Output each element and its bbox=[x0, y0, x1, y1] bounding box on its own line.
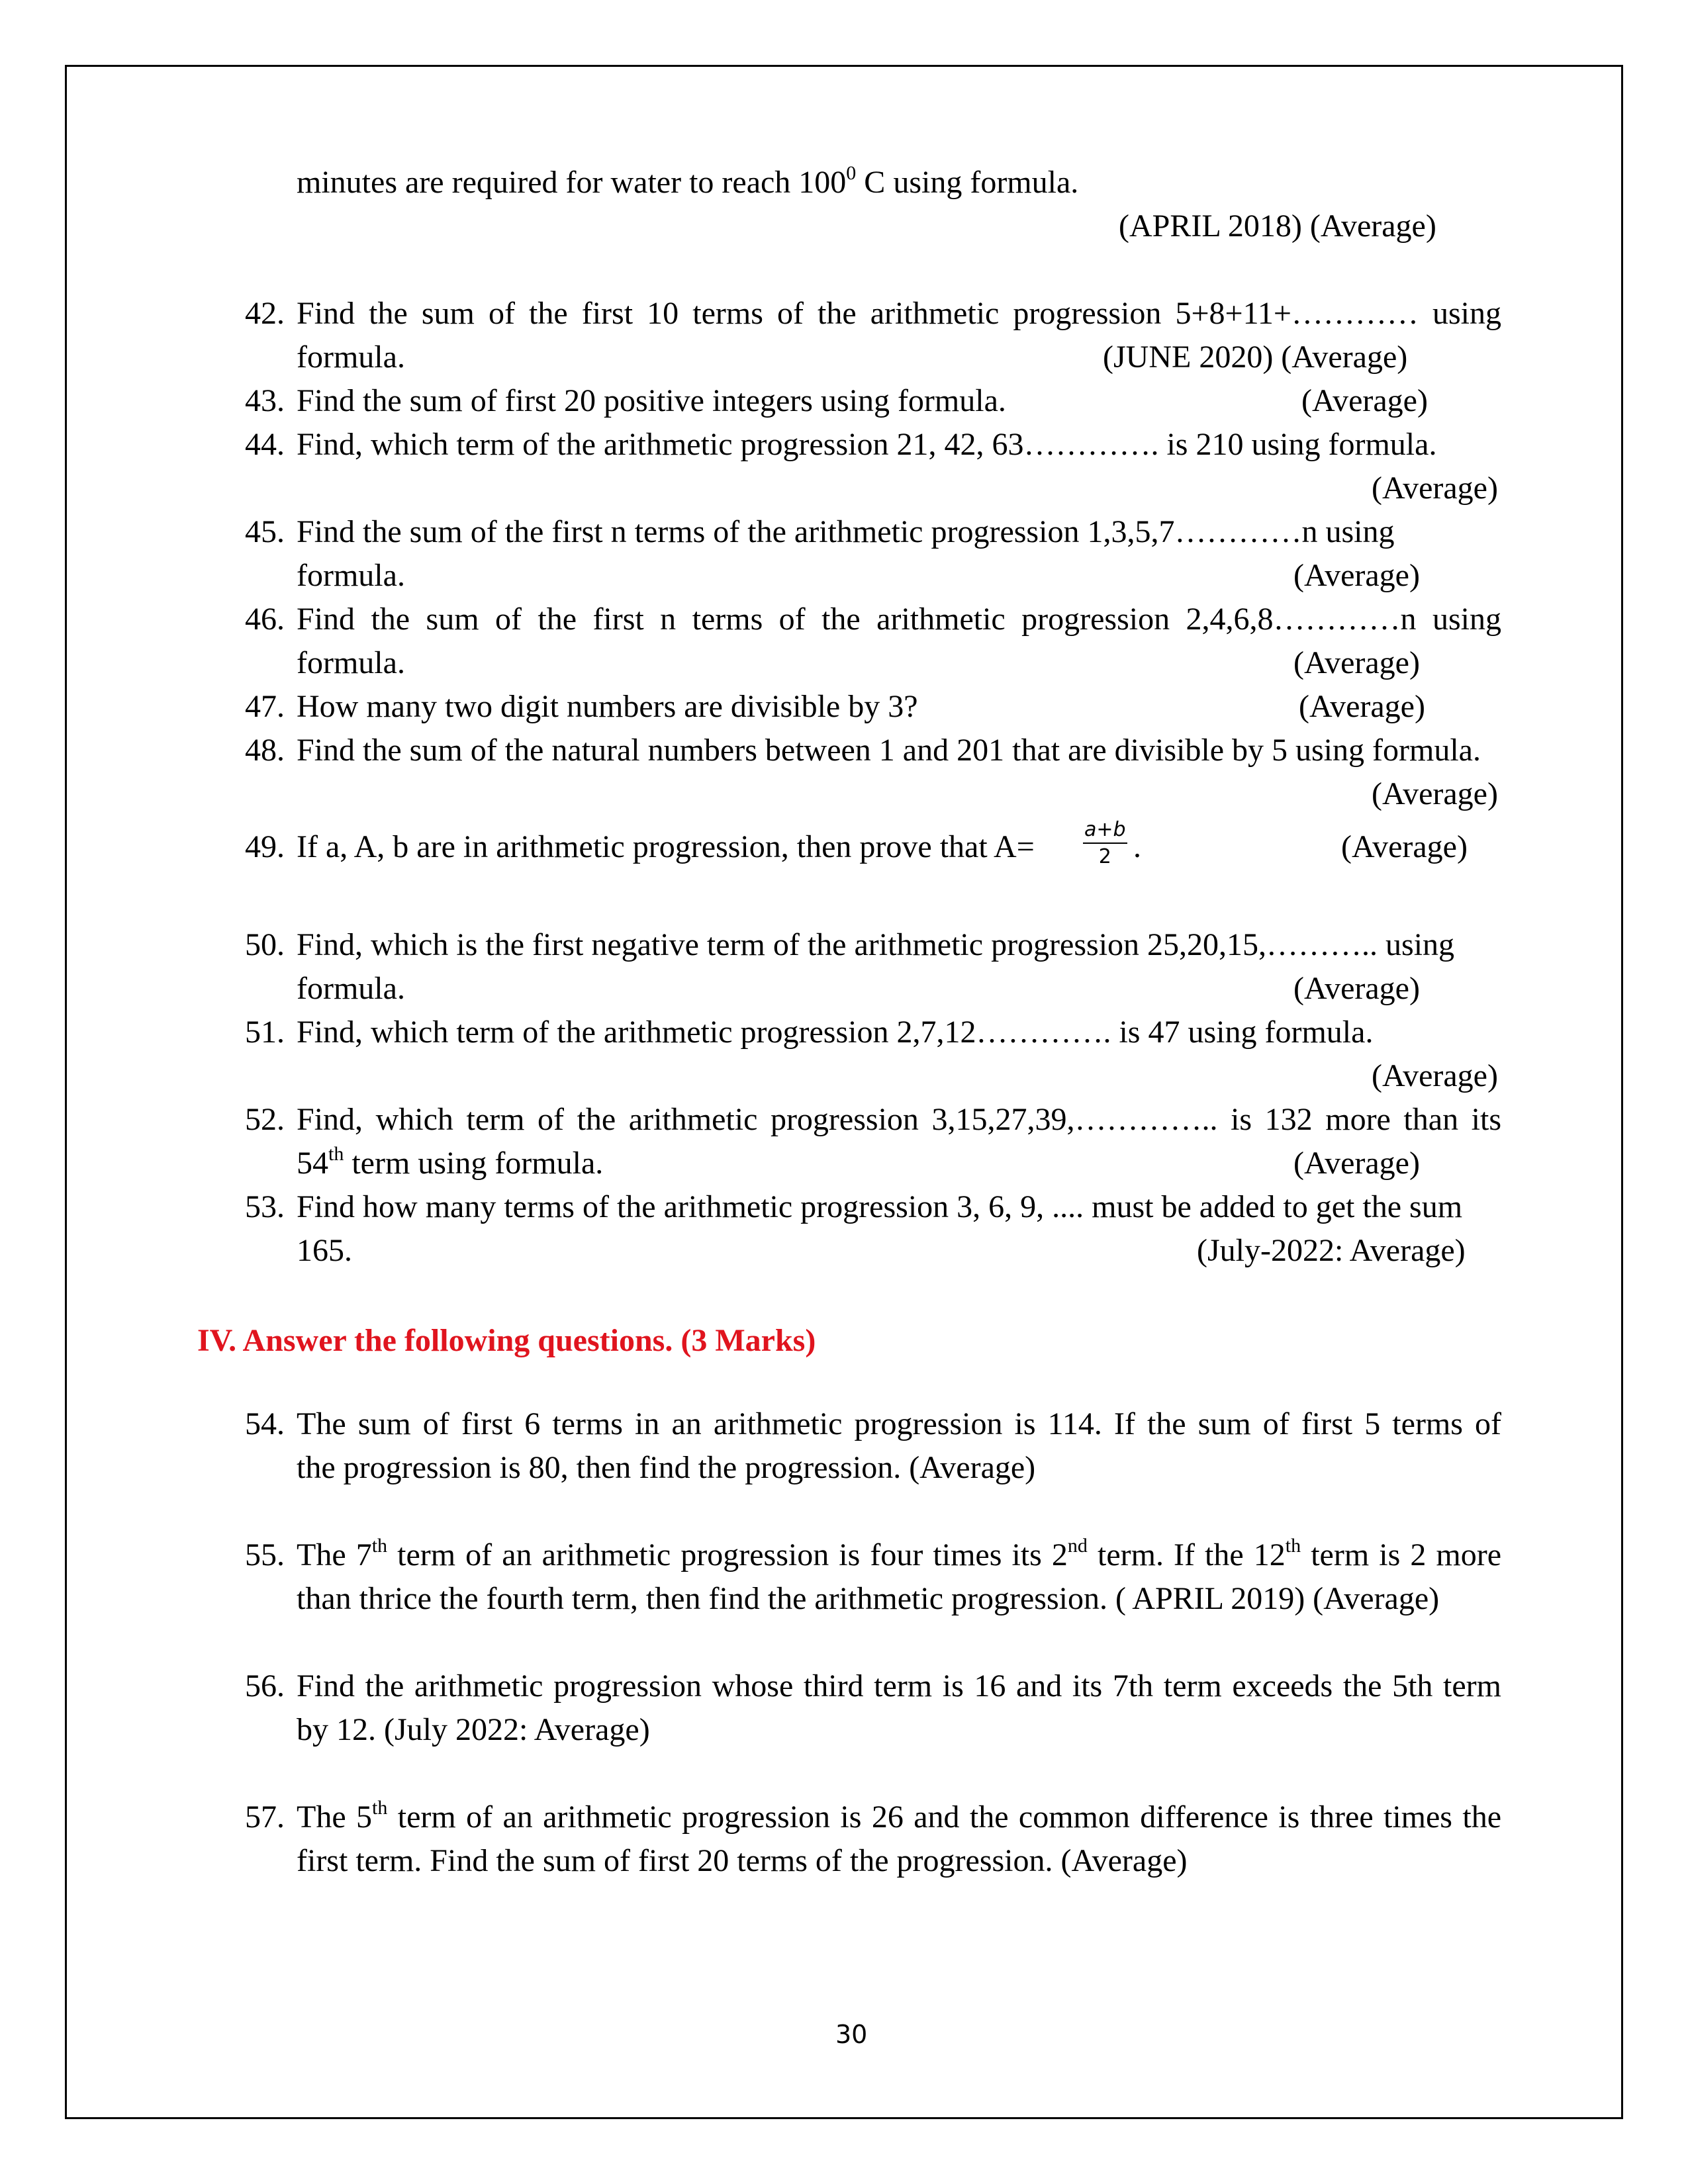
question-number: 54. bbox=[245, 1406, 285, 1441]
question-50-line1: Find, which is the first negative term of the arithmetic progression 25,20,15,……….. using bbox=[297, 927, 1455, 962]
continuation-tag: (APRIL 2018) (Average) bbox=[1119, 208, 1436, 244]
question-49-tag: (Average) bbox=[1341, 829, 1468, 864]
question-48-line1: Find the sum of the natural numbers between 1 and 201 that are divisible by 5 using formula. bbox=[297, 733, 1481, 768]
question-number: 45. bbox=[245, 514, 285, 549]
question-57-line1: The 5th term of an arithmetic progression is 26 and the common difference is three times the bbox=[297, 1797, 1502, 1835]
question-number: 51. bbox=[245, 1015, 285, 1050]
question-48-tag: (Average) bbox=[1372, 776, 1498, 811]
section-heading: IV. Answer the following questions. (3 Marks) bbox=[197, 1323, 816, 1358]
question-49-period: . bbox=[1133, 829, 1141, 864]
question-51-tag: (Average) bbox=[1372, 1058, 1498, 1093]
question-51-line1: Find, which term of the arithmetic progression 2,7,12…………. is 47 using formula. bbox=[297, 1015, 1374, 1050]
question-47-line1: How many two digit numbers are divisible by 3? bbox=[297, 689, 918, 724]
question-number: 46. bbox=[245, 602, 285, 637]
question-54-line2: the progression is 80, then find the progression. (Average) bbox=[297, 1450, 1036, 1485]
question-45-line2: formula. bbox=[297, 558, 405, 593]
question-43-line1: Find the sum of first 20 positive integers using formula. bbox=[297, 383, 1006, 418]
question-number: 44. bbox=[245, 427, 285, 462]
question-45-tag: (Average) bbox=[1293, 558, 1420, 593]
question-52-line2: 54th term using formula. bbox=[297, 1143, 604, 1181]
page-number: 30 bbox=[835, 2020, 868, 2049]
question-45-line1: Find the sum of the first n terms of the arithmetic progression 1,3,5,7…………n using bbox=[297, 514, 1395, 549]
question-46-tag: (Average) bbox=[1293, 645, 1420, 680]
question-42-tag: (JUNE 2020) (Average) bbox=[1103, 340, 1408, 375]
question-42-line1: Find the sum of the first 10 terms of the arithmetic progression 5+8+11+………… using bbox=[297, 296, 1501, 331]
question-44-tag: (Average) bbox=[1372, 471, 1498, 506]
question-number: 52. bbox=[245, 1102, 285, 1137]
continuation-line: minutes are required for water to reach $100^0$ C using formula. bbox=[297, 162, 1079, 200]
question-50-tag: (Average) bbox=[1293, 971, 1420, 1006]
question-number: 43. bbox=[245, 383, 285, 418]
question-44-line1: Find, which term of the arithmetic progression 21, 42, 63…………. is 210 using formula. bbox=[297, 427, 1437, 462]
question-46-line1: Find the sum of the first n terms of the arithmetic progression 2,4,6,8…………n using bbox=[297, 602, 1501, 637]
question-53-line2: 165. bbox=[297, 1233, 352, 1268]
question-number: 48. bbox=[245, 733, 285, 768]
question-52-line1: Find, which term of the arithmetic progression 3,15,27,39,………….. is 132 more than its bbox=[297, 1102, 1501, 1137]
question-53-tag: (July-2022: Average) bbox=[1197, 1233, 1466, 1268]
question-number: 42. bbox=[245, 296, 285, 331]
question-number: 55. bbox=[245, 1537, 285, 1572]
question-50-line2: formula. bbox=[297, 971, 405, 1006]
question-49-line1: If a, A, b are in arithmetic progression, then prove that A= bbox=[297, 829, 1035, 864]
question-47-tag: (Average) bbox=[1299, 689, 1425, 724]
fraction-denominator: 2 bbox=[1098, 845, 1111, 868]
fraction bbox=[1083, 818, 1127, 868]
question-57-line2: first term. Find the sum of first 20 terms of the progression. (Average) bbox=[297, 1843, 1188, 1878]
question-52-tag: (Average) bbox=[1293, 1146, 1420, 1181]
question-55-line2: than thrice the fourth term, then find the arithmetic progression. ( APRIL 2019) (Average) bbox=[297, 1581, 1440, 1616]
question-56-line2: by 12. (July 2022: Average) bbox=[297, 1712, 650, 1747]
question-46-line2: formula. bbox=[297, 645, 405, 680]
question-number: 50. bbox=[245, 927, 285, 962]
question-number: 49. bbox=[245, 829, 285, 864]
question-53-line1: Find how many terms of the arithmetic progression 3, 6, 9, .... must be added to get the sum bbox=[297, 1189, 1463, 1224]
question-number: 53. bbox=[245, 1189, 285, 1224]
question-number: 47. bbox=[245, 689, 285, 724]
question-42-line2: formula. bbox=[297, 340, 405, 375]
question-55-line1: The 7th term of an arithmetic progression is four times its 2nd term. If the 12th term is 2 more bbox=[297, 1535, 1502, 1572]
question-56-line1: Find the arithmetic progression whose third term is 16 and its 7th term exceeds the 5th term bbox=[297, 1668, 1501, 1704]
question-54-line1: The sum of first 6 terms in an arithmetic progression is 114. If the sum of first 5 terms of bbox=[297, 1406, 1501, 1441]
question-number: 57. bbox=[245, 1799, 285, 1835]
question-number: 56. bbox=[245, 1668, 285, 1704]
question-43-tag: (Average) bbox=[1301, 383, 1428, 418]
fraction-numerator: a+b bbox=[1083, 818, 1127, 844]
